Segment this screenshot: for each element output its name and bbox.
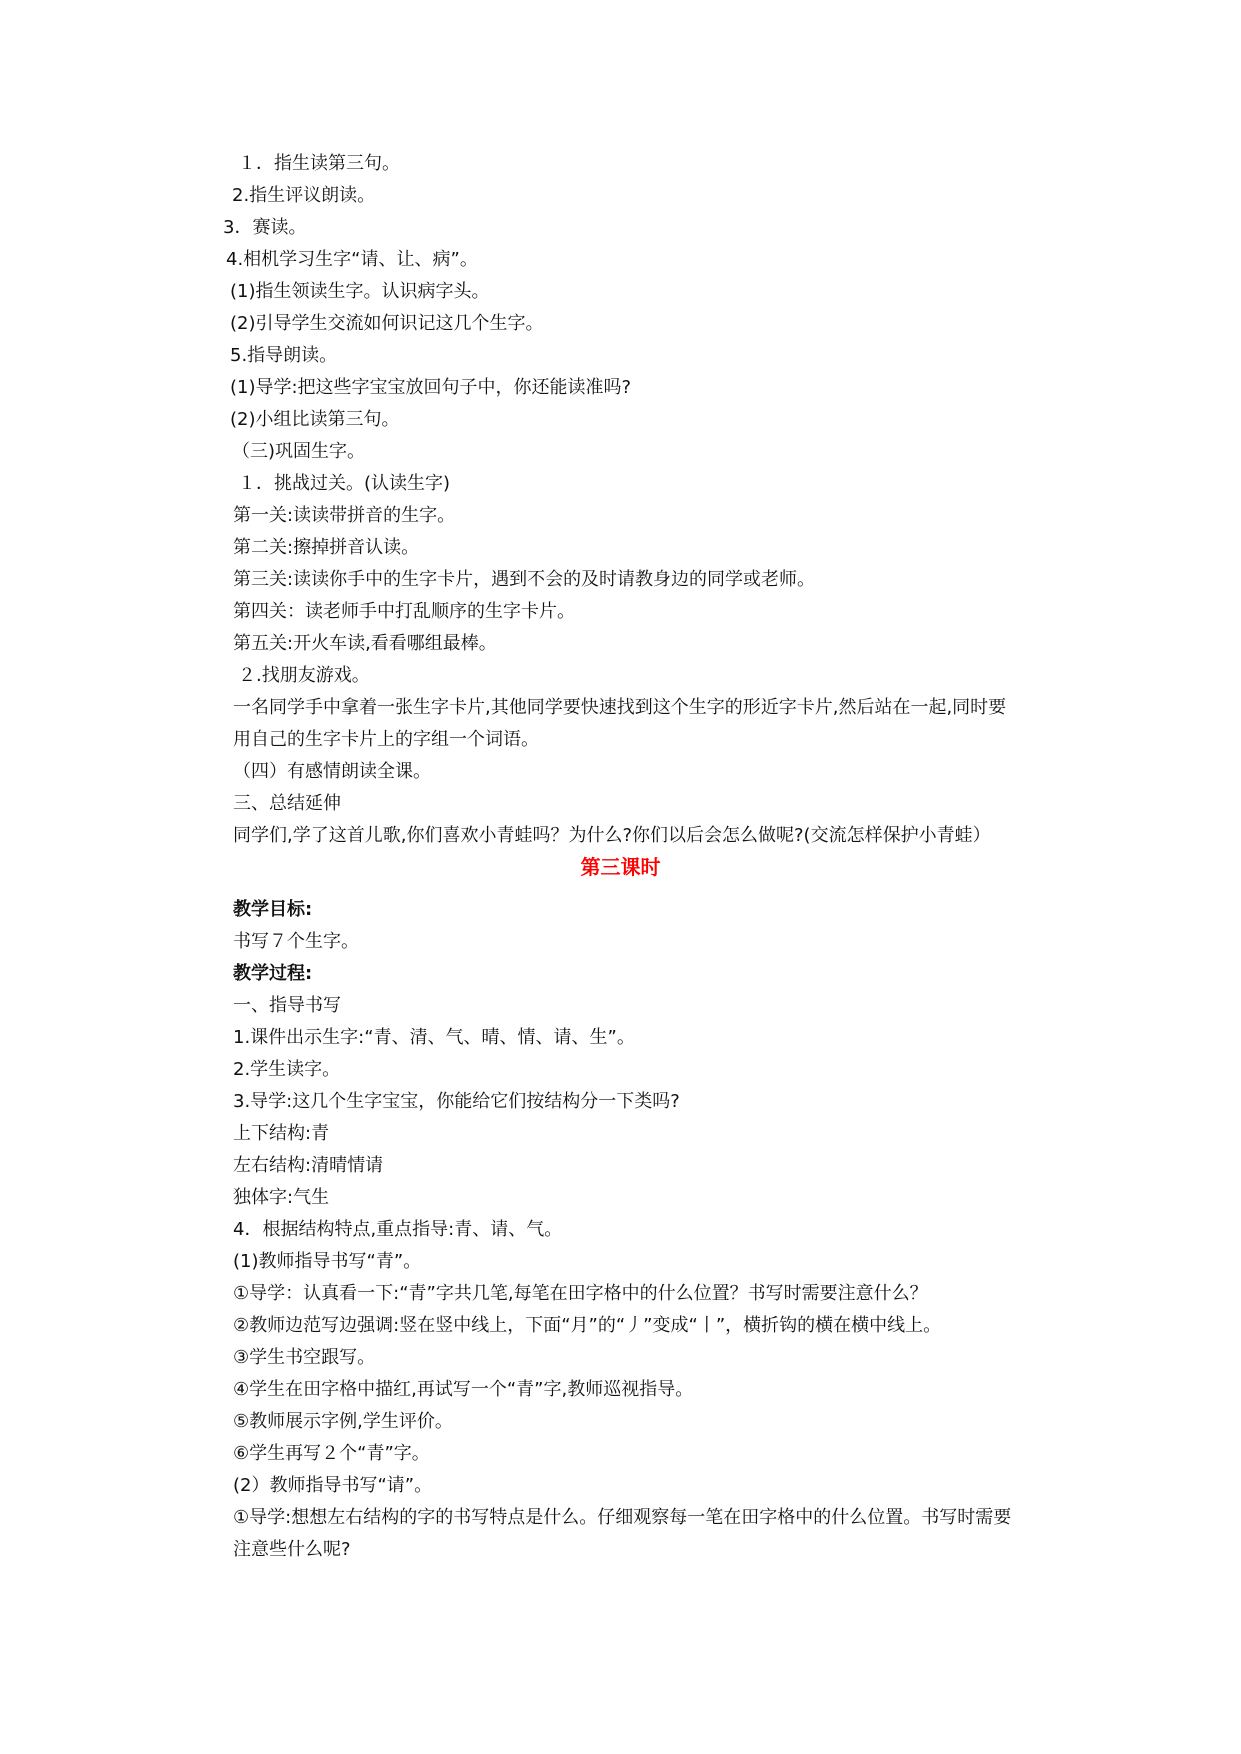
text-line: 第一关:读读带拼音的生字。 xyxy=(233,505,456,526)
text-line: 2.指生评议朗读。 xyxy=(232,185,376,206)
text-line: 独体字:气生 xyxy=(233,1187,330,1208)
text-line: 第五关:开火车读,看看哪组最棒。 xyxy=(233,633,497,654)
text-line: (1)指生领读生字。认识病字头。 xyxy=(230,281,490,302)
text-line: ①导学:想想左右结构的字的书写特点是什么。仔细观察每一笔在田字格中的什么位置。书写时需要 xyxy=(233,1507,1012,1528)
heading-goal: 教学目标: xyxy=(233,899,313,920)
text-line: 一名同学手中拿着一张生字卡片,其他同学要快速找到这个生字的形近字卡片,然后站在一起,同时要 xyxy=(233,697,1007,718)
text-line: 用自己的生字卡片上的字组一个词语。 xyxy=(233,729,539,750)
text-line: 第二关:擦掉拼音认读。 xyxy=(233,537,420,558)
text-line: (2)小组比读第三句。 xyxy=(230,409,400,430)
text-line: 左右结构:清晴情请 xyxy=(233,1155,384,1176)
section-title: 第三课时 xyxy=(580,855,661,879)
text-line: (1)教师指导书写“青”。 xyxy=(233,1251,422,1272)
text-line: ⑥学生再写２个“青”字。 xyxy=(233,1443,430,1464)
text-line: （四）有感情朗读全课。 xyxy=(233,761,431,782)
text-line: 1.课件出示生字:“青、清、气、晴、情、请、生”。 xyxy=(233,1027,635,1048)
text-line: 5.指导朗读。 xyxy=(230,345,338,366)
text-line: 2.学生读字。 xyxy=(233,1059,341,1080)
text-line: ④学生在田字格中描红,再试写一个“青”字,教师巡视指导。 xyxy=(233,1379,694,1400)
text-line: （三)巩固生字。 xyxy=(232,441,366,462)
text-line: ③学生书空跟写。 xyxy=(233,1347,376,1368)
text-line: 4．根据结构特点,重点指导:青、请、气。 xyxy=(233,1219,563,1240)
text-line: 4.相机学习生字“请、让、病”。 xyxy=(226,249,478,270)
text-line: 第四关：读老师手中打乱顺序的生字卡片。 xyxy=(233,601,575,622)
text-line: (2)引导学生交流如何识记这几个生字。 xyxy=(230,313,544,334)
text-line: 上下结构:青 xyxy=(233,1123,330,1144)
text-line: 注意些什么呢? xyxy=(233,1539,351,1560)
text-line: 3．赛读。 xyxy=(223,217,307,238)
text-line: ①导学：认真看一下:“青”字共几笔,每笔在田字格中的什么位置？书写时需要注意什么？ xyxy=(233,1283,928,1304)
text-line: 第三关:读读你手中的生字卡片，遇到不会的及时请教身边的同学或老师。 xyxy=(233,569,816,590)
text-line: １．指生读第三句。 xyxy=(238,153,400,174)
text-line: 同学们,学了这首儿歌,你们喜欢小青蛙吗？为什么?你们以后会怎么做呢?(交流怎样保护小青蛙） xyxy=(233,825,991,846)
text-line: (1)导学:把这些字宝宝放回句子中，你还能读准吗? xyxy=(230,377,632,398)
text-line: ２.找朋友游戏。 xyxy=(238,665,370,686)
text-line: 一、指导书写 xyxy=(233,995,341,1016)
text-line: ⑤教师展示字例,学生评价。 xyxy=(233,1411,453,1432)
text-line: １．挑战过关。(认读生字) xyxy=(238,473,451,494)
text-line: 3.导学:这几个生字宝宝，你能给它们按结构分一下类吗? xyxy=(233,1091,680,1112)
text-line: ②教师边范写边强调:竖在竖中线上，下面“月”的“丿”变成“丨”，横折钩的横在横中线上。 xyxy=(233,1315,942,1336)
text-line: 三、总结延伸 xyxy=(233,793,341,814)
text-line: (2）教师指导书写“请”。 xyxy=(233,1475,433,1496)
text-line: 书写７个生字。 xyxy=(233,931,359,952)
heading-process: 教学过程: xyxy=(233,963,313,984)
